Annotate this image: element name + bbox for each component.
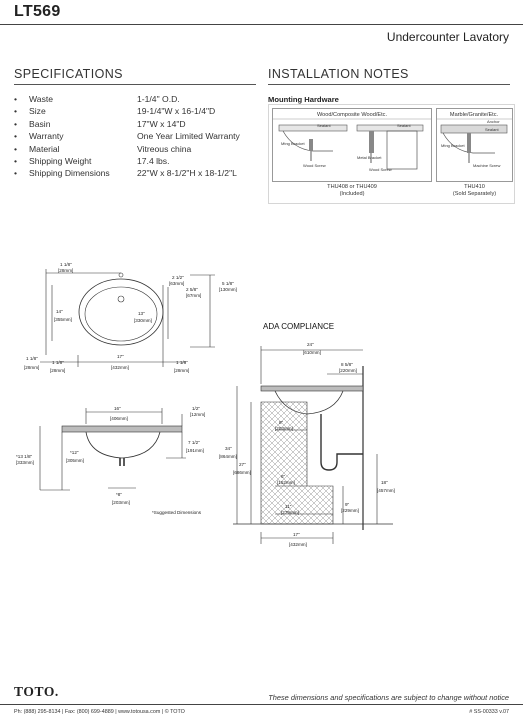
dim-9: 9" bbox=[345, 502, 350, 507]
overflow-hole bbox=[119, 273, 123, 277]
spec-value: 17"W x 14"D bbox=[137, 118, 186, 129]
dim-1-2-mm: [12mm] bbox=[190, 412, 206, 417]
dim-8-knee-mm: [203mm] bbox=[275, 426, 293, 431]
label-screw-2: Wood Screw bbox=[369, 167, 392, 172]
dim-1-1-8-right: 1 1/8" bbox=[176, 360, 188, 365]
caption-note: (Sold Separately) bbox=[452, 191, 497, 197]
dim-34-mm: [864mm] bbox=[219, 454, 237, 459]
spec-label: Size bbox=[29, 106, 46, 117]
marble-mounting-diagram bbox=[436, 108, 513, 182]
dim-8: *8" bbox=[116, 492, 122, 497]
product-title: Undercounter Lavatory bbox=[386, 30, 509, 44]
dim-17: 17" bbox=[117, 354, 124, 359]
box-title: Wood/Composite Wood/Etc. bbox=[316, 112, 388, 118]
caption-model: THU410 bbox=[464, 184, 485, 190]
specifications-divider bbox=[14, 84, 256, 85]
dim-34: 34" bbox=[225, 446, 232, 451]
spec-row-material: • Material Vitreous china bbox=[14, 143, 264, 155]
spec-label: Waste bbox=[29, 94, 54, 104]
marble-hardware-caption bbox=[436, 184, 513, 198]
dim-8-5-8-mm: [220mm] bbox=[339, 368, 357, 373]
spec-row-warranty: • Warranty One Year Limited Warranty bbox=[14, 130, 264, 142]
toto-logo: TOTO. bbox=[14, 684, 59, 699]
drain-pipe bbox=[321, 414, 363, 470]
dim-13-1-8: *13 1/8" bbox=[16, 454, 33, 459]
specifications-list bbox=[14, 93, 264, 180]
countertop-shape bbox=[279, 125, 347, 131]
label-anchor: Anchor bbox=[487, 119, 500, 124]
contact-info: Ph: (888) 295-8134 | Fax: (800) 699-4889 | www.totousa.com | © TOTO bbox=[14, 709, 185, 715]
ada-countertop bbox=[261, 386, 363, 391]
suggested-dimensions-note: *Suggested Dimensions bbox=[152, 510, 202, 515]
dim-13-mm: [330mm] bbox=[134, 318, 152, 323]
dim-11-mm: [279mm] bbox=[281, 510, 299, 515]
wood-mounting-diagram bbox=[272, 108, 432, 182]
label-screw: Wood Screw bbox=[303, 163, 326, 168]
label-machine-screw: Machine Screw bbox=[473, 163, 501, 168]
dim-1-1-8-left-inner: 1 1/8" bbox=[52, 360, 64, 365]
dim-6: 6" bbox=[281, 474, 286, 479]
spec-row-waste: • Waste 1-1/4" O.D. bbox=[14, 93, 264, 105]
dim-16-mm: [406mm] bbox=[110, 416, 128, 421]
disclaimer-text: These dimensions and specifications are subject to change without notice bbox=[268, 693, 509, 702]
dim-1-1-8-left-inner-mm: [28mm] bbox=[50, 368, 66, 373]
basin-outer-outline bbox=[79, 279, 163, 345]
dim-1-1-8-top: 1 1/8" bbox=[60, 262, 72, 267]
spec-row-basin: • Basin 17"W x 14"D bbox=[14, 118, 264, 130]
label-sealant: Sealant bbox=[317, 123, 331, 128]
dim-12: *12" bbox=[70, 450, 79, 455]
dim-8-mm: [203mm] bbox=[112, 500, 130, 505]
specifications-heading: SPECIFICATIONS bbox=[14, 67, 123, 81]
label-bracket: Mtng Bracket bbox=[441, 143, 465, 148]
spec-row-shipping-dimensions: • Shipping Dimensions 22"W x 8-1/2"H x 18-1/2"L bbox=[14, 167, 264, 179]
dim-12-mm: [305mm] bbox=[66, 458, 84, 463]
spec-value: 1-1/4" O.D. bbox=[137, 94, 180, 104]
spec-value: One Year Limited Warranty bbox=[137, 131, 240, 142]
spec-row-size: • Size 19-1/4"W x 16-1/4"D bbox=[14, 105, 264, 117]
dim-8-5-8: 8 5/8" bbox=[341, 362, 353, 367]
installation-notes-heading: INSTALLATION NOTES bbox=[268, 67, 409, 81]
dim-5-1-8: 5 1/8" bbox=[222, 281, 234, 286]
marble-mounting-drawing bbox=[437, 109, 512, 181]
mounting-hardware-title: Mounting Hardware bbox=[268, 95, 339, 104]
dim-13: 13" bbox=[138, 311, 145, 316]
dim-17-ada: 17" bbox=[293, 532, 300, 537]
dim-18-mm: [457mm] bbox=[377, 488, 395, 493]
caption-note: (Included) bbox=[339, 191, 365, 197]
dim-1-1-8-top-mm: [28mm] bbox=[58, 268, 74, 273]
dim-2-5-8: 2 5/8" bbox=[186, 287, 198, 292]
dim-2-5-8-mm: [67mm] bbox=[186, 293, 202, 298]
model-number: LT569 bbox=[14, 3, 61, 20]
label-sealant: Sealant bbox=[485, 127, 499, 132]
dim-2-1-2: 2 1/2" bbox=[172, 275, 184, 280]
wood-hardware-caption bbox=[272, 184, 432, 198]
dim-16: 16" bbox=[114, 406, 121, 411]
dim-27: 27" bbox=[239, 462, 246, 467]
dim-1-1-8-left: 1 1/8" bbox=[26, 356, 38, 361]
spec-label: Shipping Weight bbox=[29, 155, 92, 166]
dim-24-mm: [610mm] bbox=[303, 350, 321, 355]
spec-label: Material bbox=[29, 143, 60, 154]
dim-8-knee: 8" bbox=[279, 420, 284, 425]
spec-value: 22"W x 8-1/2"H x 18-1/2"L bbox=[137, 168, 237, 179]
ada-compliance-title: ADA COMPLIANCE bbox=[263, 322, 335, 331]
spec-value: 17.4 lbs. bbox=[137, 155, 170, 166]
spec-row-shipping-weight: • Shipping Weight 17.4 lbs. bbox=[14, 155, 264, 167]
dim-5-1-8-mm: [130mm] bbox=[219, 287, 237, 292]
dim-13-1-8-mm: [333mm] bbox=[16, 460, 34, 465]
bracket-shape bbox=[309, 139, 313, 151]
spec-label: Warranty bbox=[29, 131, 64, 142]
dim-11: 11" bbox=[285, 504, 292, 509]
dim-24: 24" bbox=[307, 342, 314, 347]
dim-6-mm: [152mm] bbox=[277, 480, 295, 485]
dim-17-mm: [432mm] bbox=[111, 365, 129, 370]
basin-section bbox=[86, 432, 160, 458]
basin-inner-outline bbox=[85, 287, 157, 341]
box-title: Marble/Granite/Etc. bbox=[449, 112, 499, 118]
dim-27-mm: [686mm] bbox=[233, 470, 251, 475]
installation-divider bbox=[268, 84, 510, 85]
dim-7-1-2-mm: [191mm] bbox=[186, 448, 204, 453]
dim-2-1-2-mm: [63mm] bbox=[169, 281, 185, 286]
drain-hole bbox=[118, 296, 124, 302]
dim-14-mm: [355mm] bbox=[54, 317, 72, 322]
countertop-section bbox=[62, 426, 182, 432]
dim-9-mm: [229mm] bbox=[341, 508, 359, 513]
label-bracket: Mtng Bracket bbox=[281, 141, 305, 146]
header-divider bbox=[0, 24, 523, 25]
ada-compliance-drawing bbox=[215, 338, 415, 550]
dim-14: 14" bbox=[56, 309, 63, 314]
dim-1-1-8-right-mm: [28mm] bbox=[174, 368, 190, 373]
spec-value: 19-1/4"W x 16-1/4"D bbox=[137, 106, 216, 117]
dim-1-1-8-left-mm: [28mm] bbox=[24, 365, 40, 370]
caption-model: THU408 or THU409 bbox=[327, 184, 377, 190]
dim-1-2: 1/2" bbox=[192, 406, 201, 411]
spec-label: Shipping Dimensions bbox=[29, 168, 110, 179]
knee-clearance-area bbox=[261, 402, 333, 524]
spec-label: Basin bbox=[29, 118, 51, 129]
dim-7-1-2: 7 1/2" bbox=[188, 440, 200, 445]
spec-value: Vitreous china bbox=[137, 143, 192, 154]
dim-17-ada-mm: [432mm] bbox=[289, 542, 307, 547]
footer-divider bbox=[0, 704, 523, 705]
document-number: # SS-00333 v.07 bbox=[469, 709, 509, 715]
wood-mounting-drawing bbox=[273, 109, 431, 181]
dim-18: 18" bbox=[381, 480, 388, 485]
label-sealant-2: Sealant bbox=[397, 123, 411, 128]
label-metal-bracket: Metal Bracket bbox=[357, 155, 382, 160]
